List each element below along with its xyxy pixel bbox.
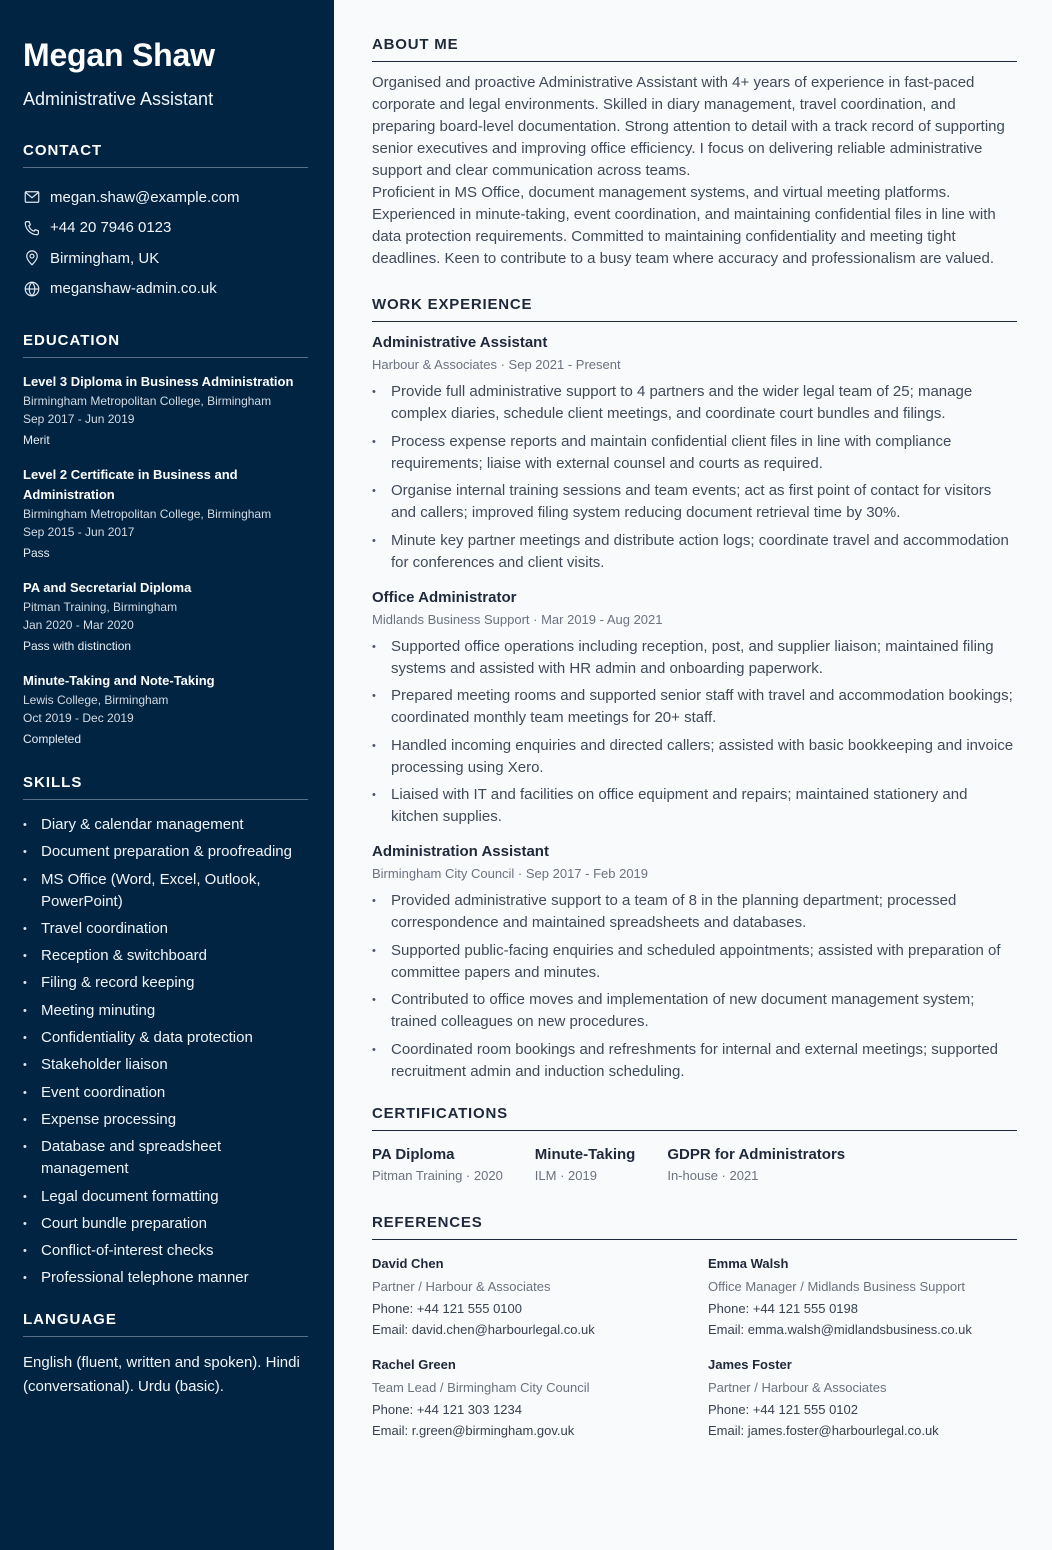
job-entry <box>372 332 1017 574</box>
certifications-heading: CERTIFICATIONS <box>372 1105 1017 1131</box>
main-content <box>334 0 1052 1550</box>
job-title: Administrative Assistant <box>372 334 548 351</box>
work-heading: WORK EXPERIENCE <box>372 296 1017 322</box>
work-experience-section <box>372 296 1017 1083</box>
contact-location <box>23 243 308 274</box>
skill-item: • Diary & calendar management <box>23 814 308 836</box>
job-entry <box>372 841 1017 1083</box>
education-section <box>23 332 308 748</box>
contact-location-text: Birmingham, UK <box>50 249 160 267</box>
reference-name: Emma Walsh <box>708 1255 789 1271</box>
about-heading: ABOUT ME <box>372 36 1017 62</box>
references-heading: REFERENCES <box>372 1214 1017 1240</box>
skill-item: • Stakeholder liaison <box>23 1054 308 1076</box>
skill-item: • Filing & record keeping <box>23 972 308 994</box>
reference-name: David Chen <box>372 1255 444 1271</box>
certifications-row <box>372 1145 1017 1187</box>
job-bullet: • Liaised with IT and facilities on office equipment and repairs; maintained stationery and kitchen supplies. <box>372 784 1017 828</box>
reference-email: Email: r.green@birmingham.gov.uk <box>372 1422 575 1438</box>
certification-title: PA Diploma <box>372 1145 455 1163</box>
education-title: Level 3 Diploma in Business Administration <box>23 374 294 389</box>
skills-heading: SKILLS <box>23 774 308 800</box>
globe-icon <box>23 280 41 298</box>
contact-website-text: meganshaw-admin.co.uk <box>50 280 217 298</box>
education-heading: EDUCATION <box>23 332 308 358</box>
skill-item: • Reception & switchboard <box>23 945 308 967</box>
skills-section <box>23 774 308 1289</box>
skill-item: • Legal document formatting <box>23 1186 308 1208</box>
education-grade: Merit <box>23 433 50 447</box>
job-bullet: • Provided administrative support to a team of 8 in the planning department; processed correspondence and maintained spreadsheets and databases. <box>372 890 1017 934</box>
reference-card <box>708 1354 1017 1441</box>
education-school: Lewis College, Birmingham <box>23 693 169 707</box>
reference-card <box>708 1253 1017 1340</box>
skill-item: • Meeting minuting <box>23 1000 308 1022</box>
contact-phone-text: +44 20 7946 0123 <box>50 219 172 237</box>
education-school: Birmingham Metropolitan College, Birmingham <box>23 507 272 521</box>
education-title: PA and Secretarial Diploma <box>23 580 192 595</box>
education-grade: Pass <box>23 546 50 560</box>
candidate-role: Administrative Assistant <box>23 89 214 109</box>
education-title: Level 2 Certificate in Business and Administration <box>23 467 238 502</box>
education-title: Minute-Taking and Note-Taking <box>23 673 215 688</box>
education-item <box>23 465 308 562</box>
skill-item: • Conflict-of-interest checks <box>23 1240 308 1262</box>
skill-item: • Expense processing <box>23 1109 308 1131</box>
reference-card <box>372 1253 708 1340</box>
education-item <box>23 671 308 748</box>
contact-email[interactable] <box>23 182 308 213</box>
certifications-section <box>372 1105 1017 1187</box>
job-bullet: • Process expense reports and maintain confidential client files in line with compliance requirements; liaise with external counsel and courts as required. <box>372 431 1017 475</box>
location-pin-icon <box>23 249 41 267</box>
phone-icon <box>23 219 41 237</box>
contact-section <box>23 142 308 304</box>
contact-phone[interactable] <box>23 213 308 244</box>
certification-item <box>535 1145 636 1187</box>
reference-role: Team Lead / Birmingham City Council <box>372 1379 590 1395</box>
skill-item: • Document preparation & proofreading <box>23 841 308 863</box>
certification-title: GDPR for Administrators <box>667 1145 846 1163</box>
about-paragraph: Proficient in MS Office, document management systems, and virtual meeting platforms. Experienced in minute-taking, event coordination, and maintaining confidential files in line with data protection requirements. Committed to maintaining confidentiality and meeting tight deadlines. Keen to contribute to a busy team where accuracy and professionalism are valued. <box>372 184 996 267</box>
education-item <box>23 372 308 449</box>
certification-title: Minute-Taking <box>534 1145 636 1163</box>
contact-heading: CONTACT <box>23 142 308 168</box>
job-title: Administration Assistant <box>372 843 549 860</box>
reference-role: Office Manager / Midlands Business Support <box>708 1278 966 1294</box>
job-bullet: • Minute key partner meetings and distribute action logs; coordinate travel and accommodation for conferences and client visits. <box>372 530 1017 574</box>
skill-item: • Professional telephone manner <box>23 1267 308 1289</box>
language-section <box>23 1311 308 1399</box>
certification-item <box>667 1145 845 1187</box>
education-dates: Jan 2020 - Mar 2020 <box>23 618 134 632</box>
references-grid <box>372 1253 1017 1441</box>
job-bullet: • Supported public-facing enquiries and scheduled appointments; assisted with preparation of committee papers and minutes. <box>372 940 1017 984</box>
education-dates: Sep 2015 - Jun 2017 <box>23 525 135 539</box>
sidebar <box>0 0 334 1550</box>
reference-phone: Phone: +44 121 555 0100 <box>372 1300 523 1316</box>
references-section <box>372 1214 1017 1441</box>
reference-phone: Phone: +44 121 303 1234 <box>372 1401 523 1417</box>
reference-role: Partner / Harbour & Associates <box>372 1278 551 1294</box>
job-bullet: • Coordinated room bookings and refreshments for internal and external meetings; supported recruitment admin and induction scheduling. <box>372 1039 1017 1083</box>
job-meta: Birmingham City Council · Sep 2017 - Feb 2019 <box>372 866 649 881</box>
job-bullet: • Organise internal training sessions and team events; act as first point of contact for visitors and callers; improved filing system reducing document retrieval time by 30%. <box>372 480 1017 524</box>
reference-phone: Phone: +44 121 555 0198 <box>708 1300 859 1316</box>
education-dates: Oct 2019 - Dec 2019 <box>23 711 134 725</box>
education-grade: Completed <box>23 732 82 746</box>
job-title: Office Administrator <box>372 588 517 606</box>
reference-card <box>372 1354 708 1441</box>
skill-item: • MS Office (Word, Excel, Outlook, PowerPoint) <box>23 869 308 913</box>
certification-item <box>372 1145 503 1187</box>
skill-item: • Travel coordination <box>23 918 308 940</box>
skill-item: • Court bundle preparation <box>23 1213 308 1235</box>
about-paragraph: Organised and proactive Administrative Assistant with 4+ years of experience in fast-paced corporate and legal environments. Skilled in diary management, travel coordination, and preparing board-level documentation. Strong attention to detail with a track record of supporting senior executives and improving office efficiency. I focus on delivering reliable administrative support and clear communication across teams. <box>372 74 1005 179</box>
skill-item: • Database and spreadsheet management <box>23 1136 308 1180</box>
reference-email: Email: david.chen@harbourlegal.co.uk <box>372 1321 595 1337</box>
certification-meta: ILM · 2019 <box>534 1167 597 1183</box>
candidate-name: Megan Shaw <box>23 37 215 73</box>
job-bullet: • Provide full administrative support to 4 partners and the wider legal team of 25; manage complex diaries, schedule client meetings, and coordinate court bundles and filings. <box>372 381 1017 425</box>
reference-name: James Foster <box>708 1356 792 1372</box>
about-section <box>372 36 1017 270</box>
contact-email-text: megan.shaw@example.com <box>50 188 240 206</box>
job-meta: Midlands Business Support · Mar 2019 - Aug 2021 <box>372 611 663 627</box>
education-school: Pitman Training, Birmingham <box>23 600 178 614</box>
skill-item: • Event coordination <box>23 1082 308 1104</box>
certification-meta: In-house · 2021 <box>667 1167 759 1183</box>
reference-name: Rachel Green <box>372 1356 456 1372</box>
job-bullets <box>372 636 1017 829</box>
certification-meta: Pitman Training · 2020 <box>372 1167 503 1183</box>
language-heading: LANGUAGE <box>23 1311 308 1337</box>
job-bullets <box>372 890 1017 1083</box>
education-dates: Sep 2017 - Jun 2019 <box>23 412 135 426</box>
education-school: Birmingham Metropolitan College, Birmingham <box>23 394 272 408</box>
reference-email: Email: james.foster@harbourlegal.co.uk <box>708 1422 939 1438</box>
reference-phone: Phone: +44 121 555 0102 <box>708 1401 859 1417</box>
job-entry <box>372 587 1017 829</box>
education-grade: Pass with distinction <box>23 639 132 653</box>
skill-item: • Confidentiality & data protection <box>23 1027 308 1049</box>
reference-role: Partner / Harbour & Associates <box>708 1379 887 1395</box>
reference-email: Email: emma.walsh@midlandsbusiness.co.uk <box>708 1321 972 1337</box>
skills-list <box>23 814 308 1289</box>
job-bullet: • Contributed to office moves and implementation of new document management system; trained colleagues on new procedures. <box>372 989 1017 1033</box>
education-item <box>23 578 308 655</box>
mail-icon <box>23 188 41 206</box>
job-bullet: • Handled incoming enquiries and directed callers; assisted with basic bookkeeping and invoice processing using Xero. <box>372 735 1017 779</box>
job-bullets <box>372 381 1017 574</box>
job-meta: Harbour & Associates · Sep 2021 - Present <box>372 357 621 372</box>
job-bullet: • Supported office operations including reception, post, and supplier liaison; maintained filing systems and assisted with HR admin and onboarding paperwork. <box>372 636 1017 680</box>
language-text: English (fluent, written and spoken). Hindi (conversational). Urdu (basic). <box>23 1354 300 1396</box>
contact-website[interactable] <box>23 274 308 305</box>
job-bullet: • Prepared meeting rooms and supported senior staff with travel and accommodation bookings; coordinated monthly team meetings for 20+ staff. <box>372 685 1017 729</box>
